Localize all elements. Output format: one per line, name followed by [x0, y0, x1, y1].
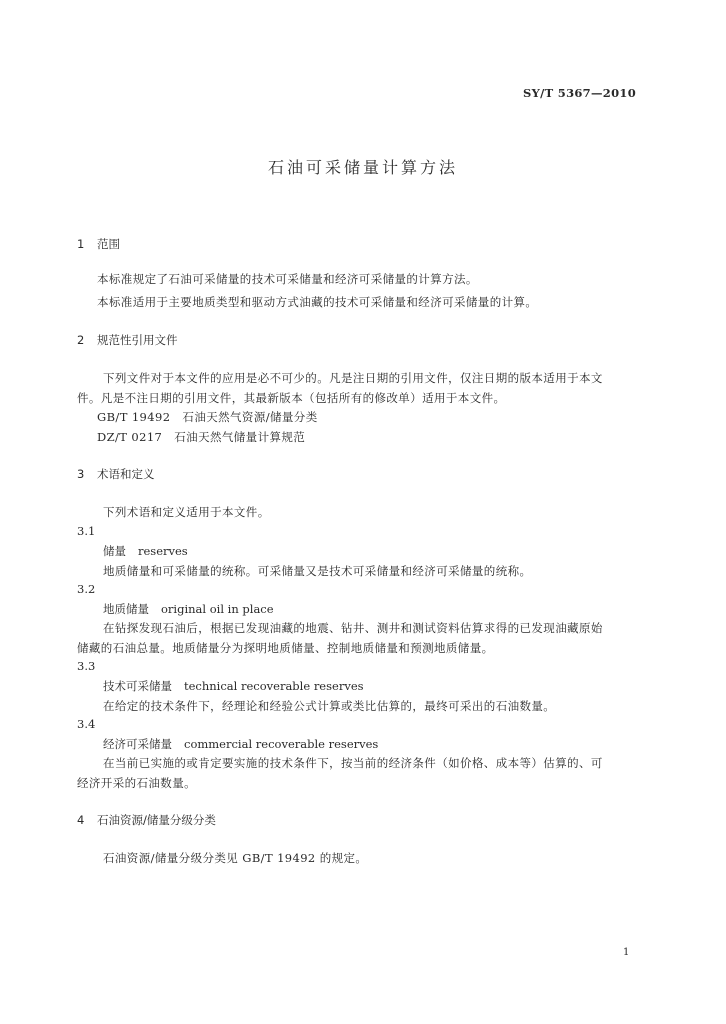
term-zh: 技术可采储量 — [103, 679, 172, 693]
reference-code: GB/T 19492 — [97, 410, 171, 424]
section-number: 1 — [77, 237, 85, 251]
subsection-number: 3.2 — [77, 582, 96, 596]
term-definition: 在当前已实施的或肯定要实施的技术条件下，按当前的经济条件（如价格、成本等）估算的、可 — [103, 756, 603, 770]
section-number: 4 — [77, 813, 85, 827]
section-1-heading — [77, 236, 120, 252]
paragraph: 件。凡是不注日期的引用文件，其最新版本（包括所有的修改单）适用于本文件。 — [77, 391, 506, 405]
paragraph: 本标准适用于主要地质类型和驱动方式油藏的技术可采储量和经济可采储量的计算。 — [97, 295, 538, 309]
paragraph: 本标准规定了石油可采储量的技术可采储量和经济可采储量的计算方法。 — [97, 272, 478, 286]
section-title: 范围 — [97, 237, 120, 251]
section-title: 术语和定义 — [97, 467, 155, 481]
reference-title: 石油天然气资源/储量分类 — [182, 410, 318, 424]
paragraph: 下列术语和定义适用于本文件。 — [103, 505, 270, 519]
term-zh: 储量 — [103, 544, 126, 558]
term-en: technical recoverable reserves — [184, 679, 364, 693]
section-2-heading — [77, 332, 178, 348]
term-en: commercial recoverable reserves — [184, 737, 379, 751]
term-definition: 在给定的技术条件下，经理论和经验公式计算或类比估算的，最终可采出的石油数量。 — [103, 699, 556, 713]
term-en: original oil in place — [161, 602, 274, 616]
term-en: reserves — [138, 544, 188, 558]
section-title: 规范性引用文件 — [97, 333, 178, 347]
term-heading — [103, 736, 378, 752]
document-title: 石油可采储量计算方法 — [267, 158, 458, 177]
paragraph: 石油资源/储量分级分类见 GB/T 19492 的规定。 — [103, 851, 368, 865]
reference-item — [97, 429, 305, 445]
term-definition: 储藏的石油总量。地质储量分为探明地质储量、控制地质储量和预测地质储量。 — [77, 641, 494, 655]
page-number: 1 — [623, 947, 630, 958]
section-number: 2 — [77, 333, 85, 347]
paragraph: 下列文件对于本文件的应用是必不可少的。凡是注日期的引用文件，仅注日期的版本适用于本文 — [103, 371, 603, 385]
reference-item — [97, 409, 318, 425]
reference-title: 石油天然气储量计算规范 — [174, 430, 306, 444]
subsection-number: 3.1 — [77, 524, 96, 538]
section-title: 石油资源/储量分级分类 — [97, 813, 216, 827]
subsection-number: 3.4 — [77, 717, 96, 731]
section-number: 3 — [77, 467, 85, 481]
subsection-number: 3.3 — [77, 659, 96, 673]
term-heading — [103, 601, 274, 617]
term-definition: 在钻探发现石油后，根据已发现油藏的地震、钻井、测井和测试资料估算求得的已发现油藏原始 — [103, 621, 603, 635]
section-4-heading — [77, 812, 216, 828]
reference-code: DZ/T 0217 — [97, 430, 163, 444]
term-definition: 经济开采的石油数量。 — [77, 776, 196, 790]
section-3-heading — [77, 466, 155, 482]
term-heading — [103, 543, 188, 559]
term-zh: 经济可采储量 — [103, 737, 172, 751]
standard-code: SY/T 5367—2010 — [523, 86, 636, 100]
term-definition: 地质储量和可采储量的统称。可采储量又是技术可采储量和经济可采储量的统称。 — [103, 564, 532, 578]
term-zh: 地质储量 — [103, 602, 149, 616]
term-heading — [103, 678, 364, 694]
